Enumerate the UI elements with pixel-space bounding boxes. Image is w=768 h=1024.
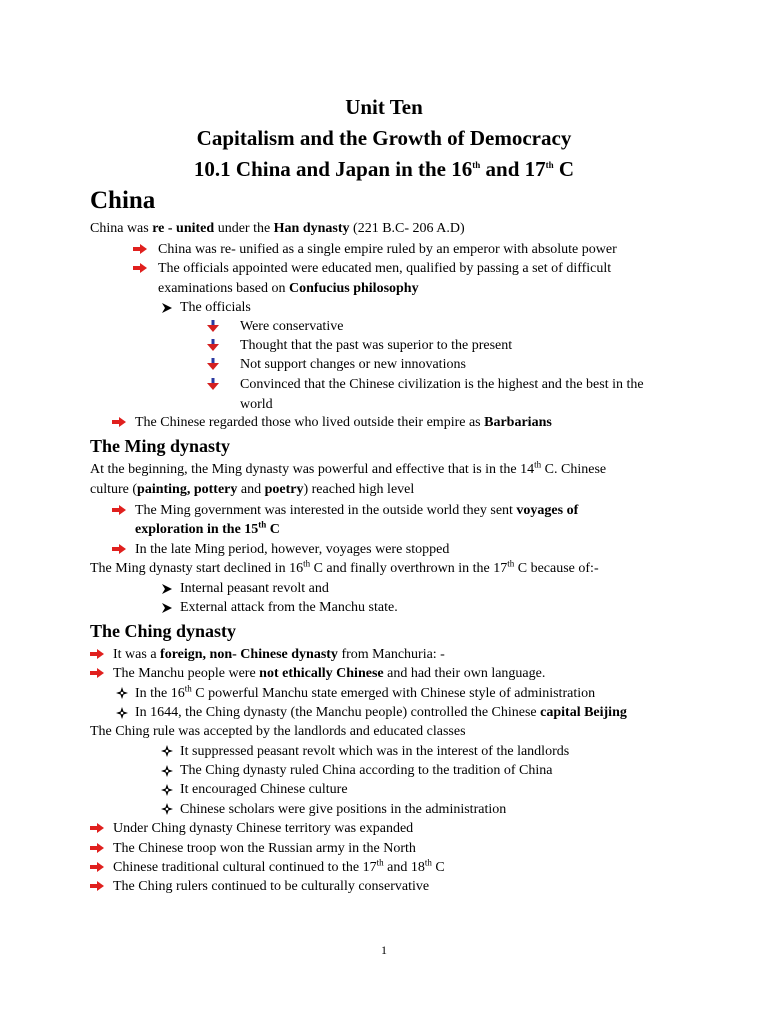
section-title: 10.1 China and Japan in the 16th and 17th C	[193, 157, 575, 181]
ching-sub-2: In 1644, the Ching dynasty (the Manchu people) controlled the Chinese capital Beijing	[135, 705, 627, 720]
arrow-down-icon	[207, 378, 219, 390]
china-bullet-2: The officials appointed were educated men, qualified by passing a set of difficult	[158, 261, 612, 276]
heading-china: China	[90, 187, 156, 214]
ching-sub-1: In the 16th C powerful Manchu state emerged with Chinese style of administration	[135, 683, 596, 701]
unit-subtitle: Capitalism and the Growth of Democracy	[196, 126, 572, 150]
diamond-icon	[116, 687, 128, 699]
officials-item: Were conservative	[240, 319, 344, 334]
officials-item: Thought that the past was superior to the present	[240, 338, 513, 353]
unit-title: Unit Ten	[345, 95, 423, 119]
china-bullet-2-cont: examinations based on Confucius philosophy	[158, 281, 419, 296]
diamond-icon	[161, 745, 173, 757]
chevron-right-icon	[161, 602, 173, 614]
ching-accepted-item: Chinese scholars were give positions in the administration	[180, 802, 507, 817]
arrow-right-icon	[90, 843, 104, 853]
officials-label: The officials	[180, 300, 251, 315]
officials-item-cont: world	[240, 397, 273, 412]
arrow-down-icon	[207, 358, 219, 370]
arrow-right-icon	[90, 823, 104, 833]
arrow-right-icon	[112, 417, 126, 427]
ching-final-bullet: Chinese traditional cultural continued to the 17th and 18th C	[113, 857, 445, 875]
ming-cause: Internal peasant revolt and	[180, 581, 329, 596]
ming-bullet-1: The Ming government was interested in the outside world they sent voyages of	[135, 503, 579, 518]
chevron-right-icon	[161, 302, 173, 314]
arrow-right-icon	[90, 881, 104, 891]
page-number: 1	[381, 943, 387, 957]
heading-ching: The Ching dynasty	[90, 621, 237, 641]
ching-final-bullet: The Chinese troop won the Russian army in the North	[113, 841, 416, 856]
diamond-icon	[161, 765, 173, 777]
arrow-right-icon	[90, 668, 104, 678]
china-bullet-1: China was re- unified as a single empire ruled by an emperor with absolute power	[158, 242, 617, 257]
ming-para-1: At the beginning, the Ming dynasty was powerful and effective that is in the 14th C. Chinese	[90, 459, 607, 477]
arrow-right-icon	[90, 862, 104, 872]
chevron-right-icon	[161, 583, 173, 595]
arrow-right-icon	[133, 244, 147, 254]
arrow-right-icon	[90, 649, 104, 659]
officials-item: Not support changes or new innovations	[240, 357, 466, 372]
ching-bullet-2: The Manchu people were not ethically Chinese and had their own language.	[113, 666, 546, 681]
ming-para-2: culture (painting, pottery and poetry) reached high level	[90, 482, 415, 497]
ming-cause: External attack from the Manchu state.	[180, 600, 398, 615]
ching-final-bullet: The Ching rulers continued to be culturally conservative	[113, 879, 430, 894]
arrow-right-icon	[133, 263, 147, 273]
diamond-icon	[161, 784, 173, 796]
arrow-right-icon	[112, 505, 126, 515]
ming-bullet-1-cont: exploration in the 15th C	[135, 519, 280, 537]
arrow-down-icon	[207, 320, 219, 332]
china-bullet-3: The Chinese regarded those who lived outside their empire as Barbarians	[135, 415, 552, 430]
heading-ming: The Ming dynasty	[90, 436, 231, 456]
ching-accepted-item: The Ching dynasty ruled China according to the tradition of China	[180, 763, 553, 778]
ching-accepted-item: It encouraged Chinese culture	[180, 782, 348, 797]
ching-accepted-item: It suppressed peasant revolt which was in the interest of the landlords	[180, 744, 570, 759]
arrow-down-icon	[207, 339, 219, 351]
ching-final-bullet: Under Ching dynasty Chinese territory was expanded	[113, 821, 414, 836]
officials-item: Convinced that the Chinese civilization is the highest and the best in the	[240, 377, 644, 392]
arrow-right-icon	[112, 544, 126, 554]
ching-bullet-1: It was a foreign, non- Chinese dynasty from Manchuria: -	[113, 647, 445, 662]
diamond-icon	[161, 803, 173, 815]
ming-bullet-2: In the late Ming period, however, voyages were stopped	[135, 542, 450, 557]
ching-accepted: The Ching rule was accepted by the landlords and educated classes	[90, 724, 466, 739]
ming-decline: The Ming dynasty start declined in 16th C and finally overthrown in the 17th C because of:-	[90, 558, 599, 576]
china-intro: China was re - united under the Han dynasty (221 B.C- 206 A.D)	[90, 221, 465, 236]
diamond-icon	[116, 707, 128, 719]
